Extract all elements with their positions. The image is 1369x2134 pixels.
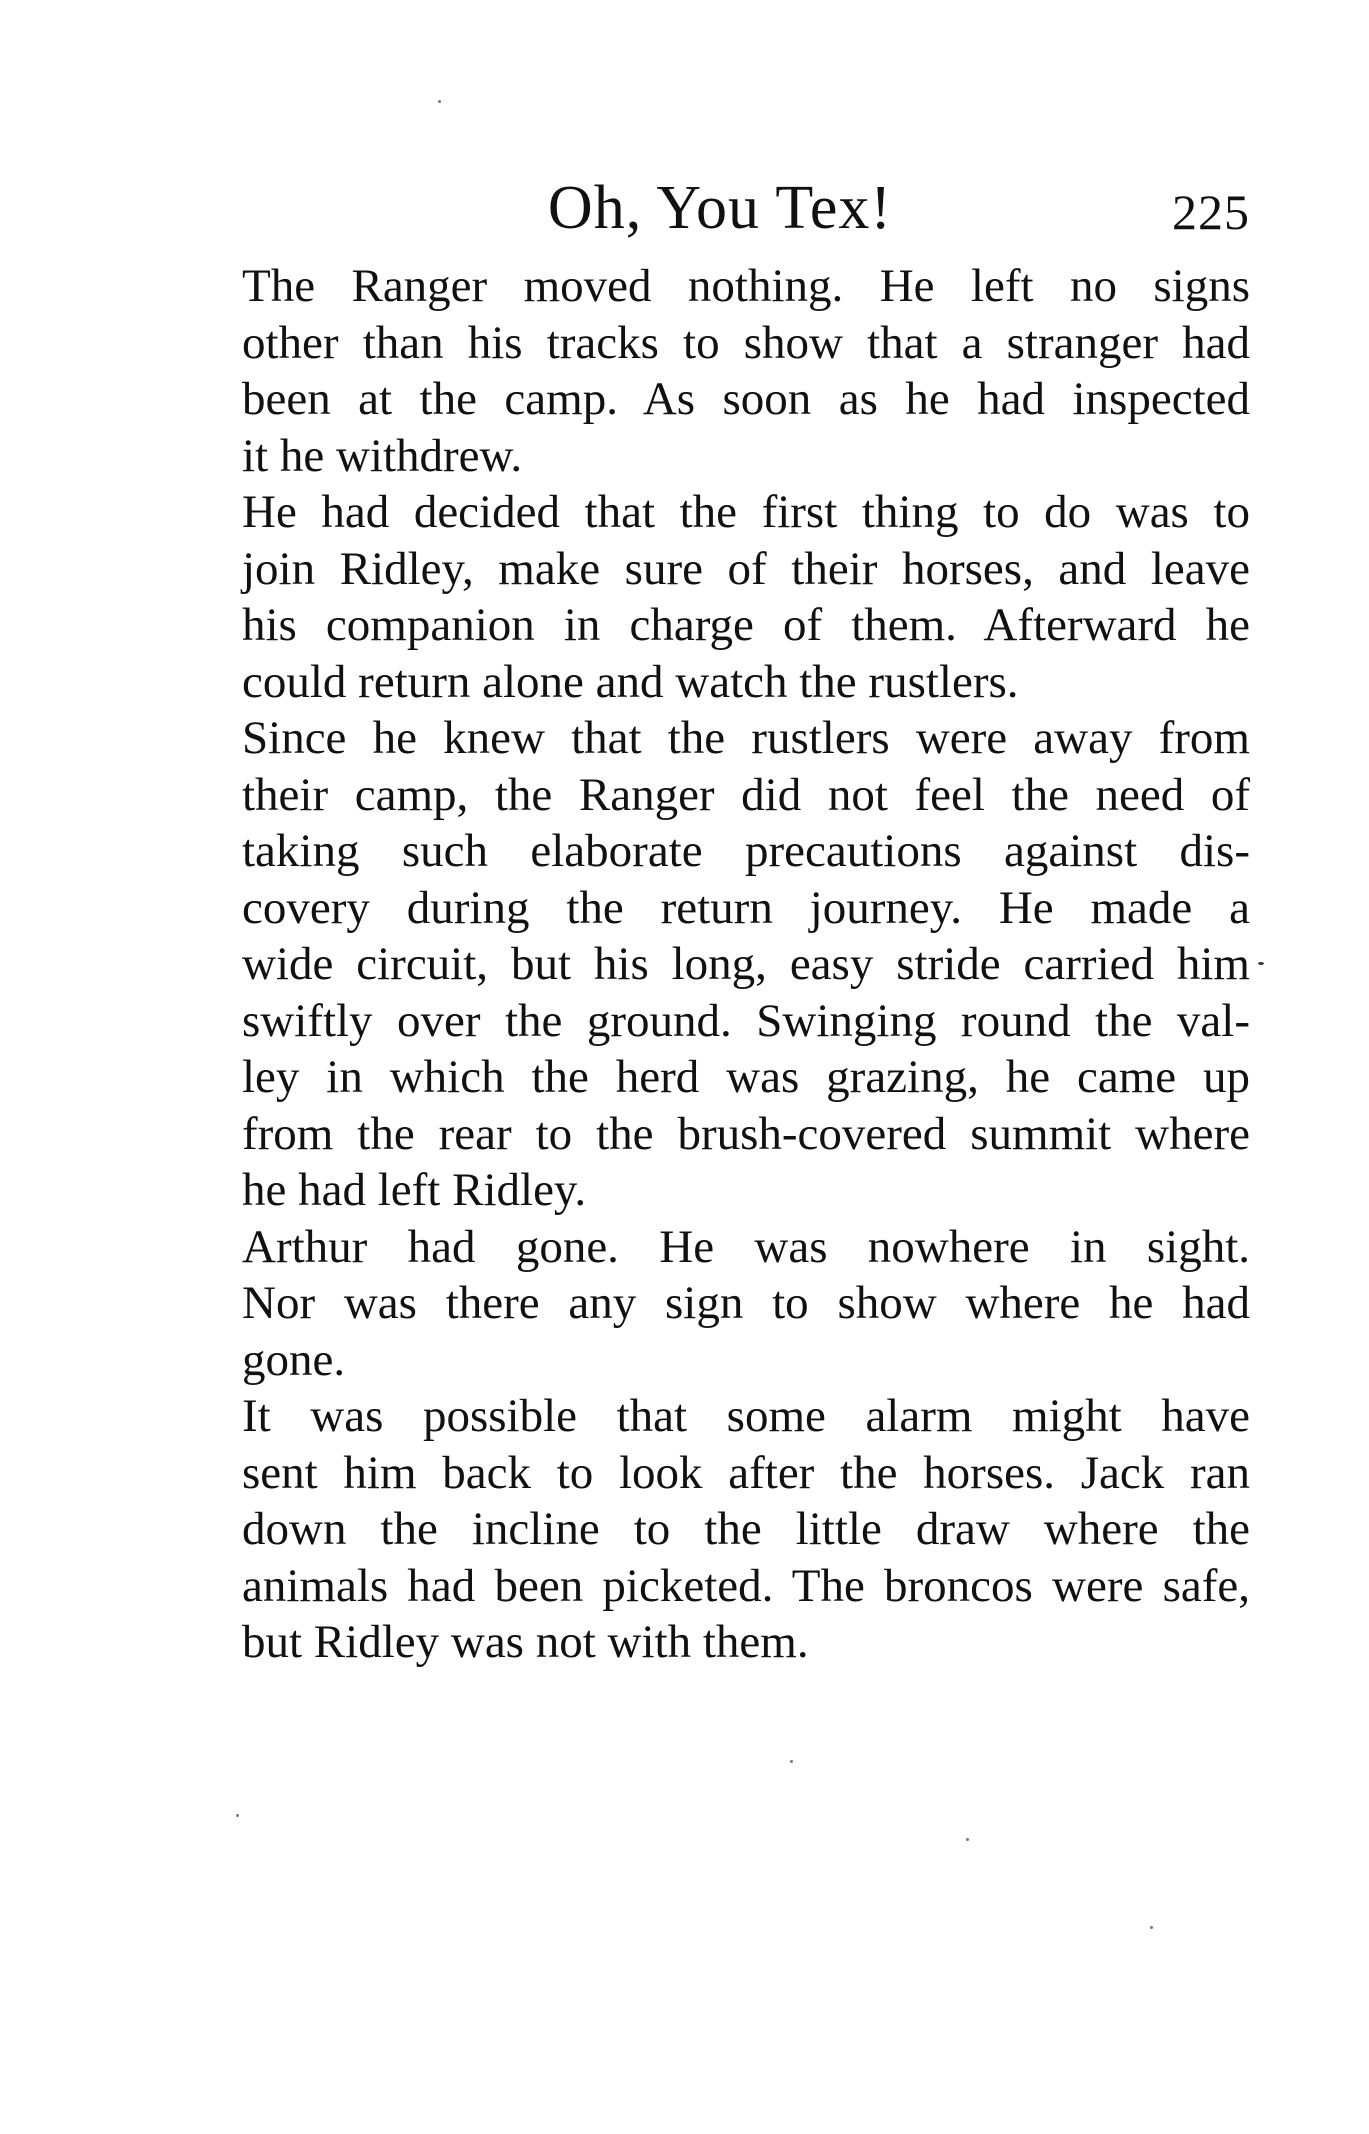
paragraph-3 [194,710,1250,1219]
text-line: wide circuit, but his long, easy stride carried him [242,938,1250,990]
text-line: animals had been picketed. The broncos were safe, [242,1559,1250,1612]
text-line: The Ranger moved nothing. He left no signs [242,260,1250,312]
scan-speck [438,100,441,103]
text-line: join Ridley, make sure of their horses, and leave [242,542,1250,595]
body-text [194,258,1250,1671]
paragraph-4 [194,1219,1250,1389]
text-line: other than his tracks to show that a stranger had [242,316,1250,369]
text-line: could return alone and watch the rustlers. [242,655,1019,708]
paragraph-2 [194,484,1250,710]
running-head [190,168,1250,248]
text-line: Nor was there any sign to show where he had [242,1277,1250,1329]
text-line: but Ridley was not with them. [242,1616,809,1668]
text-line: swiftly over the ground. Swinging round the val- [242,994,1250,1047]
text-line: from the rear to the brush-covered summit where [242,1107,1250,1160]
text-line: down the incline to the little draw where the [242,1503,1250,1555]
page-number: 225 [1172,184,1250,240]
scan-speck [1150,1926,1153,1929]
text-line: been at the camp. As soon as he had inspected [242,373,1250,425]
paragraph-1 [194,258,1250,484]
text-line: He had decided that the first thing to do was to [242,486,1250,538]
text-line: he had left Ridley. [242,1164,587,1216]
text-line: their camp, the Ranger did not feel the need of [242,768,1250,821]
scan-speck [1258,962,1264,965]
book-title: Oh, You Tex! [547,174,893,242]
text-line: It was possible that some alarm might have [242,1390,1250,1442]
text-line: Arthur had gone. He was nowhere in sight. [242,1220,1250,1273]
scan-speck [966,1838,969,1841]
scan-speck [236,1814,239,1817]
text-line: it he withdrew. [242,429,523,482]
text-line: covery during the return journey. He made a [242,881,1250,934]
text-line: his companion in charge of them. Afterward he [242,599,1250,651]
text-line: taking such elaborate precautions against dis- [242,825,1250,877]
scan-speck [790,1760,793,1763]
text-line: sent him back to look after the horses. Jack ran [242,1446,1250,1499]
text-line: gone. [242,1333,346,1386]
text-line: Since he knew that the rustlers were away from [242,712,1250,764]
text-line: ley in which the herd was grazing, he came up [242,1051,1250,1103]
paragraph-5 [194,1388,1250,1671]
